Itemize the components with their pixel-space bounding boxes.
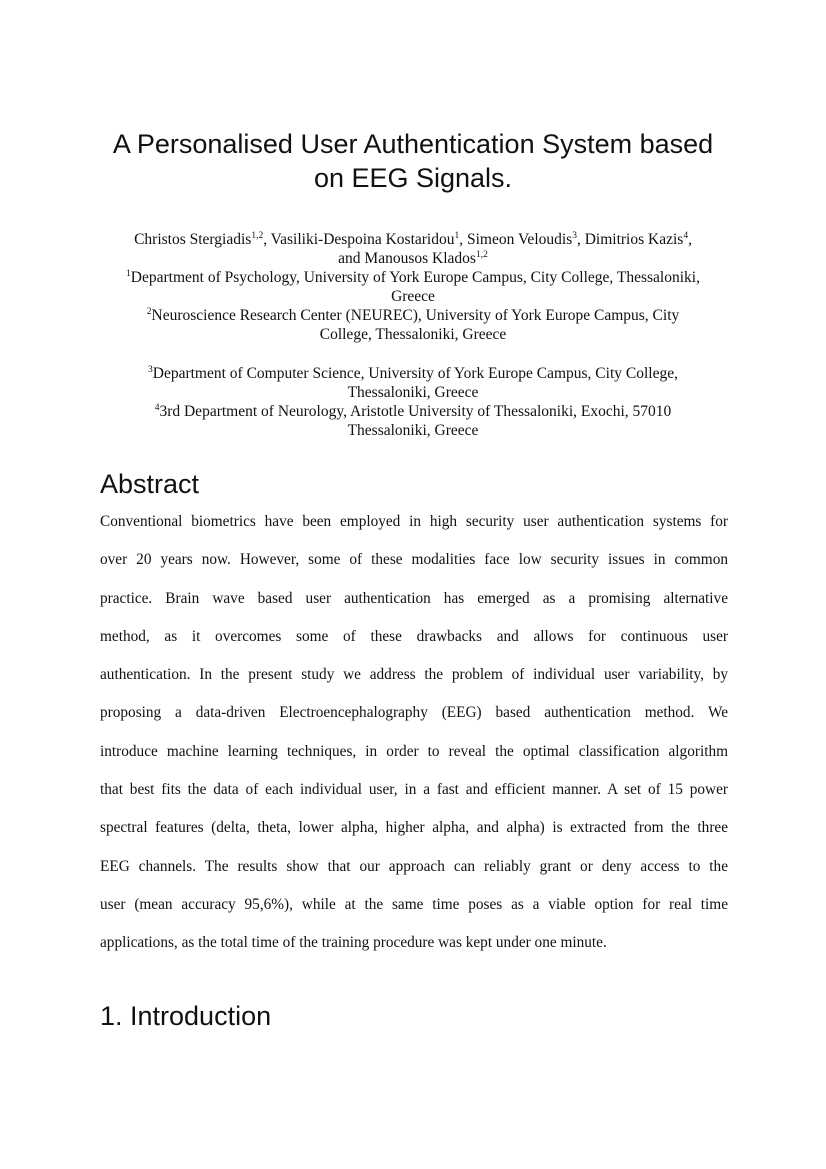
abstract-line: applications, as the total time of the training procedure was kept under one minute. (100, 934, 607, 952)
affiliation-mark: 4 (154, 403, 160, 413)
affiliation-2 (96, 306, 730, 344)
author-name: , Simeon Veloudis (459, 231, 573, 248)
author-line-1 (96, 230, 730, 249)
affiliation-text: 3rd Department of Neurology, Aristotle University of Thessaloniki, Exochi, 57010 (159, 403, 672, 420)
abstract-line: spectral features (delta, theta, lower alpha, higher alpha, and alpha) is extracted from the three (100, 819, 728, 837)
author-name: Christos Stergiadis (134, 231, 252, 248)
affiliation-mark: 1 (126, 269, 131, 279)
author-name: and Manousos Klados (338, 250, 476, 267)
author-affiliation-mark: 4 (683, 231, 689, 241)
author-line-2 (96, 249, 730, 268)
abstract-line: introduce machine learning techniques, in order to reveal the optimal classification algorithm (100, 742, 728, 760)
affiliation-line: Greece (391, 288, 435, 305)
title-line-2: on EEG Signals. (313, 163, 513, 193)
introduction-heading: 1. Introduction (100, 1001, 272, 1031)
abstract-line: over 20 years now. However, some of these modalities face low security issues in common (100, 551, 728, 569)
abstract-line: proposing a data-driven Electroencephalography (EEG) based authentication method. We (100, 704, 728, 722)
author-separator: , (688, 231, 692, 248)
affiliation-mark: 3 (148, 365, 153, 375)
affiliation-line (96, 306, 730, 325)
abstract-line: method, as it overcomes some of these drawbacks and allows for continuous user (100, 627, 728, 645)
paper-title (80, 127, 746, 195)
affiliation-1 (96, 268, 730, 306)
affiliation-text: Neuroscience Research Center (NEUREC), University of York Europe Campus, City (151, 307, 680, 324)
affiliation-text: Department of Computer Science, University of York Europe Campus, City College, (152, 365, 678, 382)
affiliation-3 (96, 364, 730, 402)
author-name: , Dimitrios Kazis (576, 231, 684, 248)
affiliation-line: Thessaloniki, Greece (347, 422, 479, 439)
abstract-line: Conventional biometrics have been employed in high security user authentication systems for (100, 513, 728, 530)
author-list (96, 230, 730, 268)
affiliation-4 (96, 402, 730, 440)
abstract-line: authentication. In the present study we address the problem of individual user variability, by (100, 666, 728, 684)
affiliation-line: College, Thessaloniki, Greece (319, 326, 507, 343)
title-line-1: A Personalised User Authentication System based (112, 129, 714, 159)
author-affiliation-mark: 3 (572, 231, 577, 241)
affiliation-line (96, 268, 730, 287)
author-name: , Vasiliki-Despoina Kostaridou (263, 231, 455, 248)
affiliation-line (96, 402, 730, 421)
abstract-body (100, 510, 728, 970)
abstract-line: user (mean accuracy 95,6%), while at the same time poses as a viable option for real time (100, 895, 728, 913)
author-affiliation-mark: 1,2 (251, 231, 264, 241)
author-affiliation-mark: 1 (454, 231, 460, 241)
affiliation-mark: 2 (146, 307, 152, 317)
affiliation-line: Thessaloniki, Greece (347, 384, 479, 401)
author-affiliation-mark: 1,2 (475, 250, 488, 260)
abstract-line: EEG channels. The results show that our approach can reliably grant or deny access to the (100, 857, 728, 875)
affiliation-text: Department of Psychology, University of York Europe Campus, City College, Thessaloniki, (130, 269, 700, 286)
abstract-heading: Abstract (100, 469, 200, 499)
abstract-line: practice. Brain wave based user authentication has emerged as a promising alternative (100, 589, 728, 607)
abstract-line: that best fits the data of each individual user, in a fast and efficient manner. A set of 15 power (100, 781, 728, 799)
affiliation-line (96, 364, 730, 383)
